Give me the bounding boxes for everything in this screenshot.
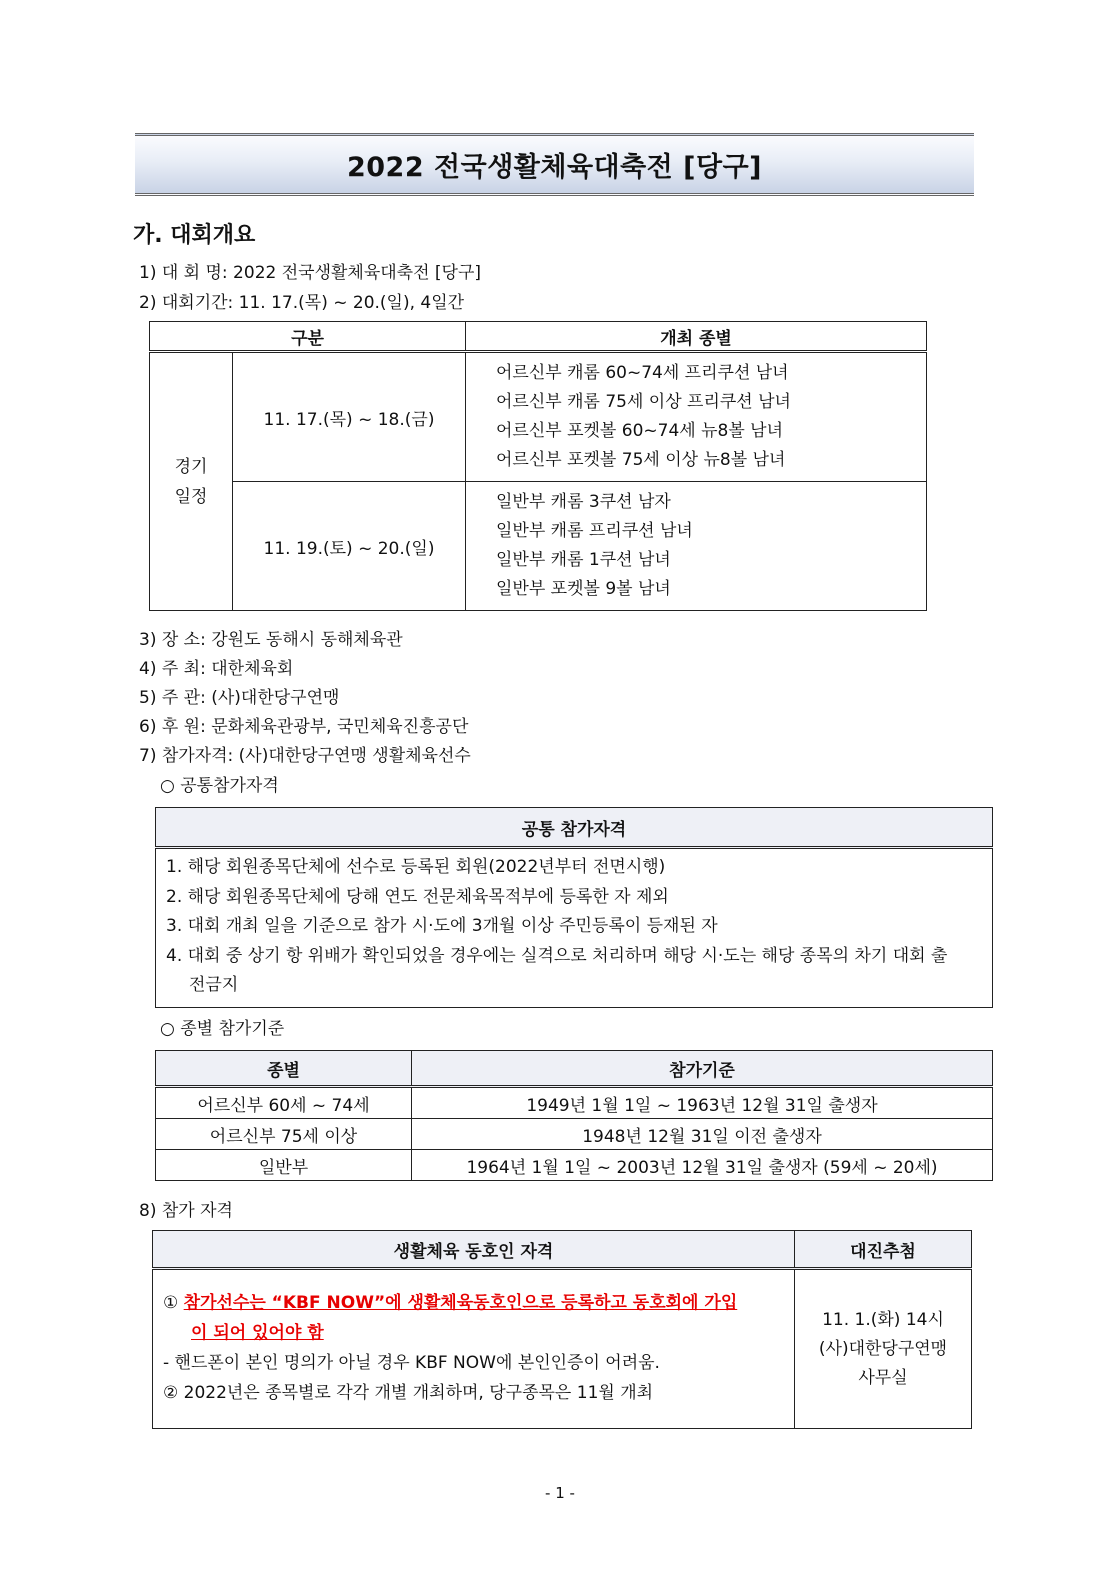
qualification-item-1 <box>163 1288 784 1318</box>
item-period: 2) 대회기간: 11. 17.(목) ~ 20.(일), 4일간 <box>139 293 465 313</box>
common-header: 공통 참가자격 <box>156 808 993 848</box>
event-item: 일반부 포켓볼 9볼 남녀 <box>496 579 671 599</box>
criteria-category: 일반부 <box>156 1150 412 1181</box>
event-item: 어르신부 포켓볼 75세 이상 뉴8볼 남녀 <box>496 450 786 470</box>
draw-date: 11. 1.(화) 14시 <box>822 1309 944 1330</box>
item-sponsor: 6) 후 원: 문화체육관광부, 국민체육진흥공단 <box>139 717 469 737</box>
qualification-requirement: 참가선수는 “KBF NOW”에 생활체육동호인으로 등록하고 동호회에 가입 <box>183 1293 738 1313</box>
item-eligibility: 7) 참가자격: (사)대한당구연맹 생활체육선수 <box>139 746 471 766</box>
schedule-table <box>149 321 927 611</box>
schedule-row-head: 경기 일정 <box>150 352 233 611</box>
criteria-standard: 1949년 1월 1일 ~ 1963년 12월 31일 출생자 <box>412 1087 993 1119</box>
item-organizer: 5) 주 관: (사)대한당구연맹 <box>139 688 340 708</box>
criteria-header-standard: 참가기준 <box>412 1051 993 1087</box>
qualification-table <box>152 1230 972 1429</box>
common-body <box>156 848 993 1008</box>
schedule-events-1 <box>466 352 927 482</box>
qualification-num-1: ① <box>163 1293 179 1313</box>
common-item: 3. 대회 개최 일을 기준으로 참가 시·도에 3개월 이상 주민등록이 등재된 자 <box>166 916 718 936</box>
schedule-date-2: 11. 19.(토) ~ 20.(일) <box>233 482 466 611</box>
schedule-events-2 <box>466 482 927 611</box>
common-item-cont: 전금지 <box>189 975 239 995</box>
common-eligibility-table <box>155 807 993 1008</box>
event-item: 일반부 캐롬 3쿠션 남자 <box>496 492 671 512</box>
schedule-header-category: 구분 <box>150 322 466 352</box>
qualification-item-1-cont <box>163 1318 784 1348</box>
criteria-category: 어르신부 60세 ~ 74세 <box>156 1087 412 1119</box>
schedule-header-events: 개최 종별 <box>466 322 927 352</box>
criteria-table <box>155 1050 993 1181</box>
common-item: 2. 해당 회원종목단체에 당해 연도 전문체육목적부에 등록한 자 제외 <box>166 886 669 907</box>
draw-org: (사)대한당구연맹 <box>818 1338 948 1359</box>
qualification-note: - 핸드폰이 본인 명의가 아닐 경우 KBF NOW에 본인인증이 어려움. <box>163 1353 660 1373</box>
criteria-standard: 1948년 12월 31일 이전 출생자 <box>412 1119 993 1150</box>
item-venue: 3) 장 소: 강원도 동해시 동해체육관 <box>139 630 403 650</box>
document-title: 2022 전국생활체육대축전 [당구] <box>346 152 763 183</box>
title-banner <box>135 133 974 196</box>
sub-common-eligibility: ○ 공통참가자격 <box>160 776 279 796</box>
event-item: 어르신부 캐롬 60~74세 프리쿠션 남녀 <box>496 363 789 383</box>
page-number: - 1 - <box>545 1484 575 1502</box>
qualification-requirement-cont: 이 되어 있어야 함 <box>191 1323 324 1343</box>
event-item: 일반부 캐롬 프리쿠션 남녀 <box>496 521 693 541</box>
common-item: 4. 대회 중 상기 항 위배가 확인되었을 경우에는 실격으로 처리하며 해당 시·도는 해당 종목의 차기 대회 출 <box>166 945 948 966</box>
draw-place: 사무실 <box>858 1367 908 1388</box>
event-item: 일반부 캐롬 1쿠션 남녀 <box>496 550 671 570</box>
criteria-standard: 1964년 1월 1일 ~ 2003년 12월 31일 출생자 (59세 ~ 20세) <box>412 1150 993 1181</box>
qualification-header: 생활체육 동호인 자격 <box>153 1231 795 1269</box>
item-participation: 8) 참가 자격 <box>139 1201 233 1221</box>
draw-header: 대진추첨 <box>795 1231 972 1269</box>
criteria-header-category: 종별 <box>156 1051 412 1087</box>
sub-category-criteria: ○ 종별 참가기준 <box>160 1019 285 1039</box>
common-item: 1. 해당 회원종목단체에 선수로 등록된 회원(2022년부터 전면시행) <box>166 857 666 877</box>
qualification-item-2: ② 2022년은 종목별로 각각 개별 개최하며, 당구종목은 11월 개최 <box>163 1383 654 1403</box>
section-heading: 가. 대회개요 <box>133 223 256 248</box>
item-host: 4) 주 최: 대한체육회 <box>139 659 294 679</box>
qualification-body <box>153 1269 795 1429</box>
criteria-category: 어르신부 75세 이상 <box>156 1119 412 1150</box>
item-name: 1) 대 회 명: 2022 전국생활체육대축전 [당구] <box>139 263 482 283</box>
schedule-date-1: 11. 17.(목) ~ 18.(금) <box>233 352 466 482</box>
draw-info <box>795 1269 972 1429</box>
event-item: 어르신부 캐롬 75세 이상 프리쿠션 남녀 <box>496 392 791 412</box>
event-item: 어르신부 포켓볼 60~74세 뉴8볼 남녀 <box>496 421 784 441</box>
